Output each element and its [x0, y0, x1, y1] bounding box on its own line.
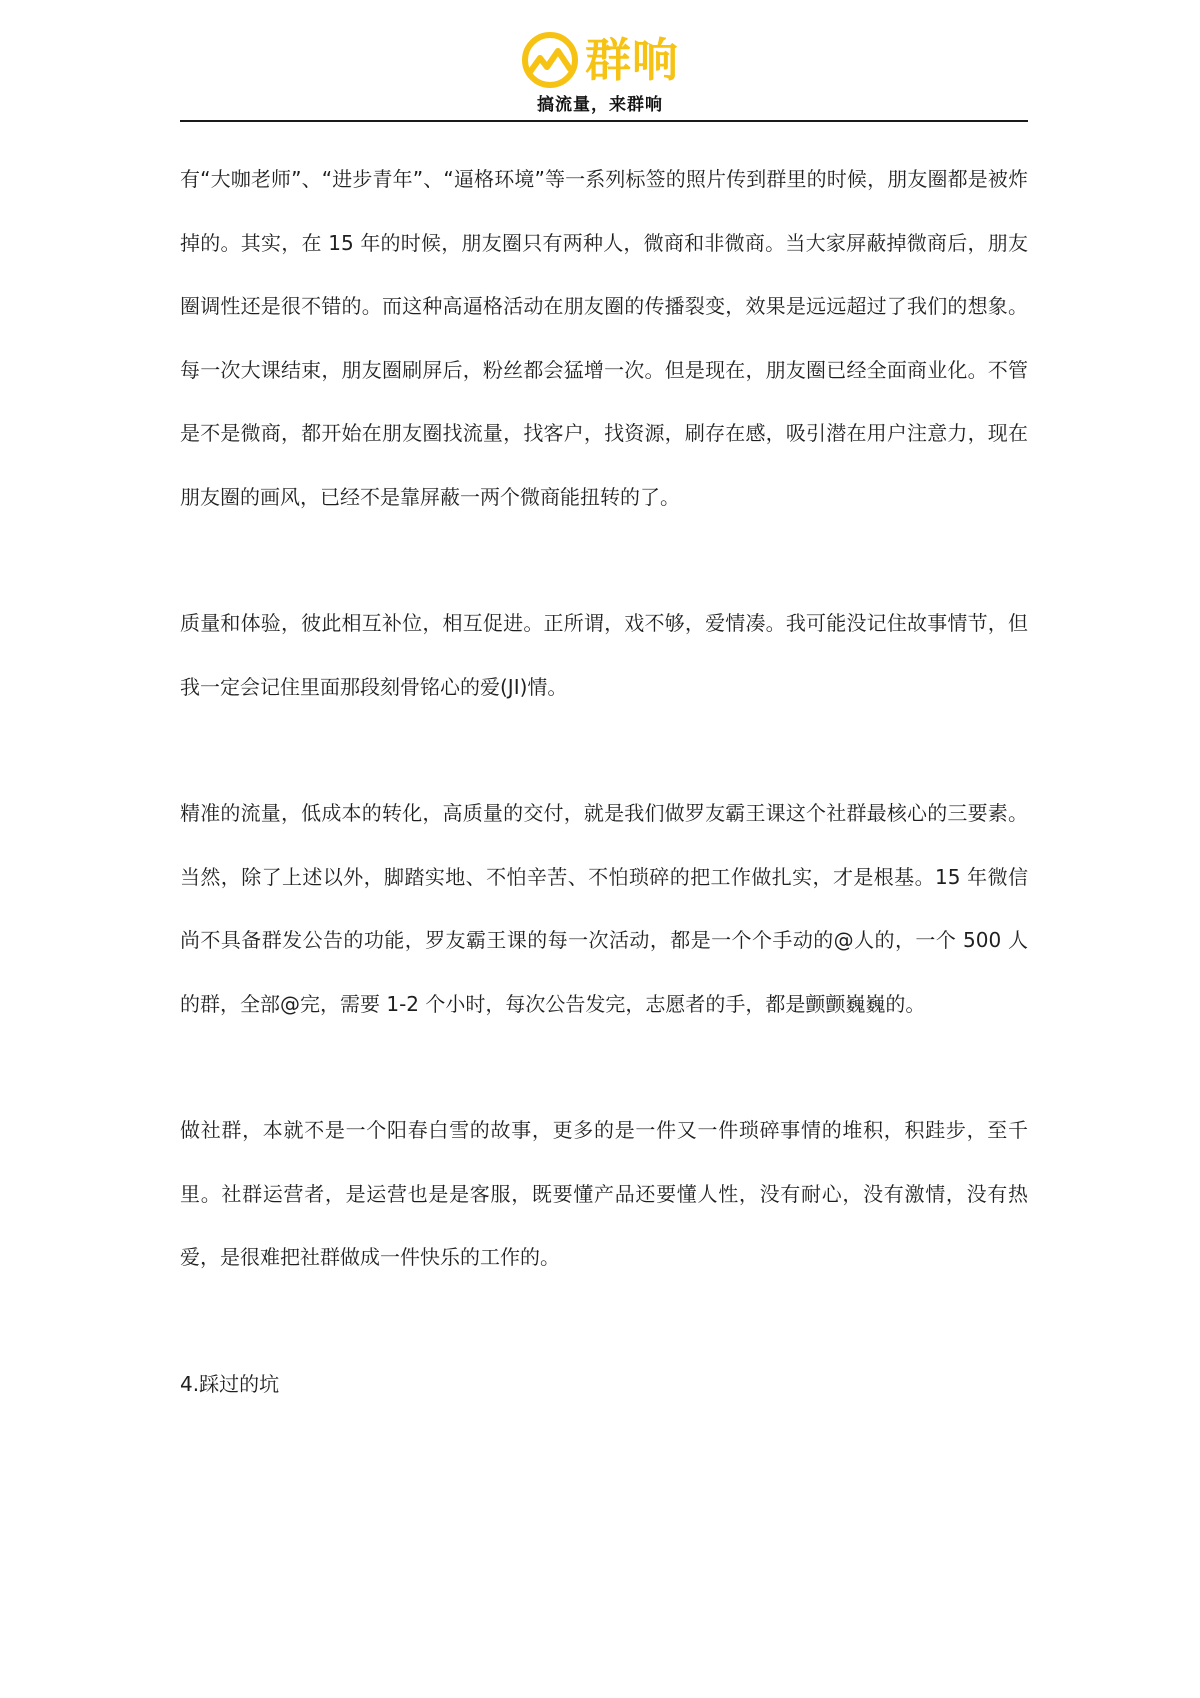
document-body	[180, 148, 1028, 1416]
brand-logo	[521, 28, 679, 92]
page-header	[0, 0, 1200, 125]
paragraph-spacer	[180, 719, 1028, 782]
brand-name: 群响	[585, 33, 679, 87]
paragraph-spacer	[180, 1290, 1028, 1353]
section-heading: 4.踩过的坑	[180, 1371, 280, 1396]
header-divider	[180, 120, 1028, 122]
brand-slogan: 搞流量，来群响	[537, 95, 663, 115]
paragraph-spacer	[180, 529, 1028, 592]
paragraph: 精准的流量，低成本的转化，高质量的交付，就是我们做罗友霸王课这个社群最核心的三要素。当然，除了上述以外，脚踏实地、不怕辛苦、不怕琐碎的把工作做扎实，才是根基。15 年微信尚不具备群发公告的功能，罗友霸王课的每一次活动，都是一个个手动的@人的，一个 500 人的群，全部@完，需要 1-2 个小时，每次公告发完，志愿者的手，都是颤颤巍巍的。	[180, 801, 1028, 1016]
paragraph: 质量和体验，彼此相互补位，相互促进。正所谓，戏不够，爱情凑。我可能没记住故事情节，但我一定会记住里面那段刻骨铭心的爱(JI)情。	[180, 611, 1028, 699]
paragraph: 有“大咖老师”、“进步青年”、“逼格环境”等一系列标签的照片传到群里的时候，朋友圈都是被炸掉的。其实，在 15 年的时候，朋友圈只有两种人，微商和非微商。当大家屏蔽掉微商后，朋友圈调性还是很不错的。而这种高逼格活动在朋友圈的传播裂变，效果是远远超过了我们的想象。每一次大课结束，朋友圈刷屏后，粉丝都会猛增一次。但是现在，朋友圈已经全面商业化。不管是不是微商，都开始在朋友圈找流量，找客户，找资源，刷存在感，吸引潜在用户注意力，现在朋友圈的画风，已经不是靠屏蔽一两个微商能扭转的了。	[180, 167, 1028, 509]
paragraph-spacer	[180, 1036, 1028, 1099]
paragraph: 做社群，本就不是一个阳春白雪的故事，更多的是一件又一件琐碎事情的堆积，积跬步，至千里。社群运营者，是运营也是是客服，既要懂产品还要懂人性，没有耐心，没有激情，没有热爱，是很难把社群做成一件快乐的工作的。	[180, 1118, 1028, 1269]
mountain-circle-logo-icon	[521, 31, 579, 89]
